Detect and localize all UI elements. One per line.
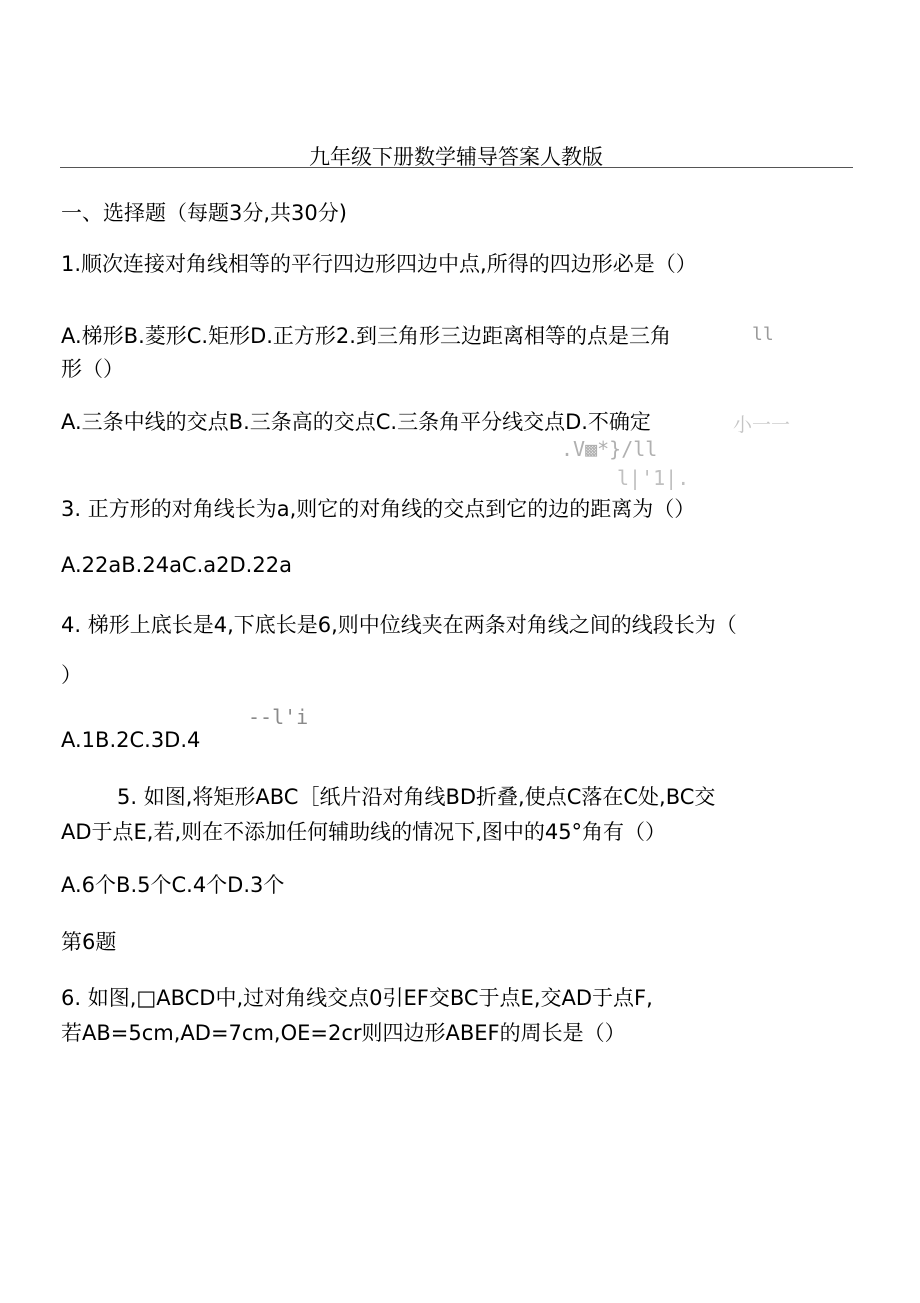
scan-artifact: ll	[752, 324, 774, 345]
question-1: 1.顺次连接对角线相等的平行四边形四边中点,所得的四边形必是（）	[61, 252, 697, 276]
question-2-continued: 形（）	[61, 357, 124, 381]
question-2-options: A.三条中线的交点B.三条高的交点C.三条角平分线交点D.不确定	[61, 410, 651, 434]
question-4: 4. 梯形上底长是4,下底长是6,则中位线夹在两条对角线之间的线段长为（	[61, 613, 737, 637]
section-heading: 一、选择题（每题3分,共30分)	[61, 201, 347, 225]
scan-artifact: 小一一	[733, 414, 791, 436]
question-4-continued: ）	[61, 663, 82, 687]
figure-label: 第6题	[61, 930, 117, 954]
question-5-continued: AD于点E,若,则在不添加任何辅助线的情况下,图中的45°角有（）	[61, 820, 667, 844]
question-1-options-and-question-2: A.梯形B.菱形C.矩形D.正方形2.到三角形三边距离相等的点是三角	[61, 324, 671, 348]
scan-artifact: --l'i	[248, 705, 309, 729]
question-3: 3. 正方形的对角线长为a,则它的对角线的交点到它的边的距离为（）	[61, 497, 696, 521]
title-underline	[60, 167, 853, 168]
question-3-options: A.22aB.24aC.a2D.22a	[61, 553, 292, 577]
question-5-options: A.6个B.5个C.4个D.3个	[61, 873, 285, 897]
document-title: 九年级下册数学辅导答案人教版	[309, 145, 603, 169]
scan-artifact: .V▩*}/ll	[561, 437, 658, 461]
question-6: 6. 如图,□ABCD中,过对角线交点0引EF交BC于点E,交AD于点F,	[61, 986, 653, 1010]
scan-artifact: l|'1|.	[617, 466, 690, 490]
question-4-options: A.1B.2C.3D.4	[61, 728, 201, 752]
question-5: 5. 如图,将矩形ABC［纸片沿对角线BD折叠,使点C落在C处,BC交	[117, 785, 716, 809]
question-6-continued: 若AB=5cm,AD=7cm,OE=2cr则四边形ABEF的周长是（）	[61, 1021, 626, 1045]
